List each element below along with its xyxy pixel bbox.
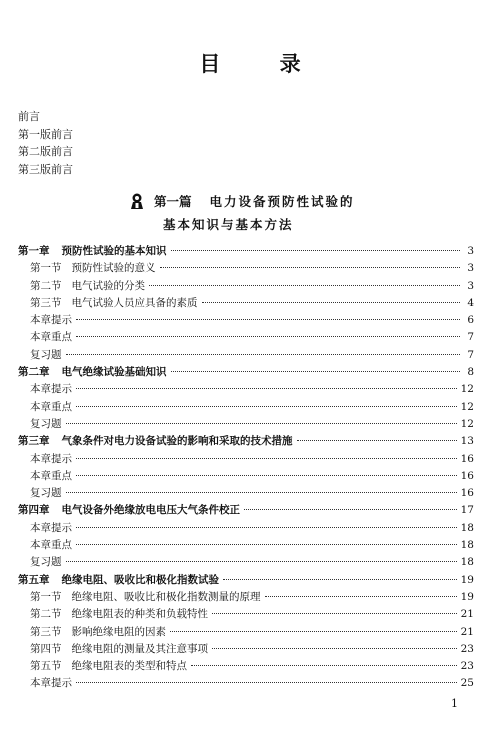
toc-section-row[interactable]: [18, 451, 474, 468]
toc-leader-dots: [66, 354, 461, 355]
toc-entry-label: [30, 468, 72, 485]
toc-entry-title: 本章提示: [30, 314, 72, 327]
toc-entry-label: [30, 589, 261, 606]
page-number: 1: [451, 697, 458, 710]
toc-section-row[interactable]: [18, 675, 474, 692]
toc-entry-page: 25: [460, 677, 474, 690]
toc-entry-page: 3: [467, 245, 474, 257]
toc-entry-title: 复习题: [30, 487, 62, 500]
toc-section-row[interactable]: [18, 624, 474, 641]
toc-leader-dots: [76, 544, 457, 545]
toc-entry-number: 第一节: [30, 590, 62, 603]
toc-entry-label: [30, 399, 72, 416]
toc-entry-title: 复习题: [30, 556, 62, 569]
toc-entry-number: 第二节: [30, 608, 62, 621]
toc-entry-number: 第三节: [30, 296, 62, 309]
toc-entry-page: 18: [460, 521, 474, 534]
toc-section-row[interactable]: [18, 658, 474, 675]
toc-entry-page: 16: [460, 469, 474, 482]
toc-entry-label: [30, 381, 72, 398]
toc-entry-label: [30, 416, 62, 433]
toc-leader-dots: [76, 527, 457, 528]
toc-entry-label: [30, 312, 72, 329]
toc-entry-label: [18, 243, 167, 260]
toc-entry-title: 电气试验人员应具备的素质: [71, 296, 198, 309]
toc-section-row[interactable]: [18, 416, 474, 433]
toc-leader-dots: [171, 371, 461, 372]
toc-entry-label: [30, 278, 145, 295]
toc-leader-dots: [223, 579, 457, 580]
toc-leader-dots: [76, 336, 460, 337]
toc-entry-title: 气象条件对电力设备试验的影响和采取的技术措施: [61, 435, 293, 448]
toc-section-row[interactable]: [18, 589, 474, 606]
toc-entry-page: 6: [467, 314, 474, 327]
toc-entry-label: [18, 433, 293, 450]
toc-entry-number: 第三章: [18, 435, 50, 448]
toc-entry-number: 第四章: [18, 504, 50, 517]
toc-entry-number: 第四节: [30, 642, 62, 655]
toc-leader-dots: [76, 682, 457, 683]
toc-entry-label: [30, 624, 166, 641]
toc-entry-page: 19: [460, 590, 474, 603]
toc-leader-dots: [149, 285, 460, 286]
part-label: 第一篇: [154, 194, 192, 209]
toc-entry-page: 12: [460, 383, 474, 396]
toc-section-row[interactable]: [18, 537, 474, 554]
toc-leader-dots: [265, 596, 457, 597]
toc-section-row[interactable]: [18, 329, 474, 346]
toc-entry-number: 第五节: [30, 660, 62, 673]
toc-entry-label: [30, 641, 208, 658]
toc-section-row[interactable]: [18, 312, 474, 329]
toc-entry-label: [18, 572, 219, 589]
part-title-line2: 基本知识与基本方法: [163, 217, 294, 232]
toc-entry-title: 复习题: [30, 348, 62, 361]
toc-entry-title: 绝缘电阻、吸收比和极化指数试验: [61, 573, 219, 586]
toc-entry-title: 本章提示: [30, 677, 72, 690]
preface-item[interactable]: 第一版前言: [18, 127, 73, 141]
toc-entry-page: 7: [467, 348, 474, 361]
toc-entry-page: 12: [460, 400, 474, 413]
toc-leader-dots: [191, 665, 457, 666]
toc-entry-page: 21: [460, 625, 474, 638]
preface-item[interactable]: 第二版前言: [18, 145, 73, 158]
preface-item[interactable]: 前言: [18, 110, 40, 123]
toc-entry-page: 17: [460, 504, 474, 517]
toc-entry-page: 19: [460, 573, 474, 586]
toc-entry-title: 预防性试验的意义: [71, 262, 156, 275]
toc-section-row[interactable]: [18, 399, 474, 416]
toc-leader-dots: [171, 250, 461, 251]
toc-entry-label: [18, 364, 167, 381]
toc-entry-title: 电气绝缘试验基础知识: [61, 366, 167, 379]
page-title: 目 录: [199, 52, 327, 76]
toc-entry-page: 3: [467, 279, 474, 292]
toc-leader-dots: [76, 406, 457, 407]
toc-entry-page: 21: [460, 608, 474, 621]
toc-entry-label: [30, 347, 62, 364]
toc-section-row[interactable]: [18, 381, 474, 398]
toc-entry-page: 3: [467, 262, 474, 275]
toc-entry-number: 第五章: [18, 573, 50, 586]
part-emblem-icon: [128, 192, 146, 210]
toc-leader-dots: [66, 492, 457, 493]
toc-entry-page: 18: [460, 556, 474, 569]
toc-chapter-row[interactable]: [18, 502, 474, 519]
toc-leader-dots: [76, 319, 460, 320]
toc-entry-label: [30, 485, 62, 502]
toc-entry-title: 本章提示: [30, 521, 72, 534]
toc-entry-title: 绝缘电阻的测量及其注意事项: [71, 642, 208, 655]
toc-entry-page: 18: [460, 539, 474, 552]
toc-entry-page: 23: [460, 642, 474, 655]
toc-entry-page: 8: [467, 366, 474, 379]
table-of-contents: [18, 243, 474, 693]
toc-leader-dots: [297, 440, 457, 441]
toc-entry-label: [30, 606, 208, 623]
toc-entry-title: 影响绝缘电阻的因素: [71, 625, 166, 638]
toc-section-row[interactable]: [18, 295, 474, 312]
toc-entry-title: 电气设备外绝缘放电电压大气条件校正: [61, 504, 240, 517]
part-title-line1: 电力设备预防性试验的: [209, 194, 355, 209]
toc-entry-label: [30, 520, 72, 537]
toc-entry-label: [30, 554, 62, 571]
toc-entry-number: 第二章: [18, 366, 50, 379]
toc-entry-title: 本章重点: [30, 331, 72, 344]
toc-leader-dots: [66, 423, 457, 424]
toc-section-row[interactable]: [18, 606, 474, 623]
toc-leader-dots: [212, 648, 457, 649]
toc-entry-title: 绝缘电阻、吸收比和极化指数测量的原理: [71, 590, 261, 603]
toc-entry-number: 第三节: [30, 625, 62, 638]
toc-entry-label: [30, 329, 72, 346]
toc-entry-page: 13: [460, 435, 474, 448]
toc-leader-dots: [76, 388, 457, 389]
toc-entry-label: [30, 537, 72, 554]
toc-entry-title: 绝缘电阻表的种类和负载特性: [71, 608, 208, 621]
toc-entry-label: [30, 675, 72, 692]
toc-entry-page: 4: [467, 296, 474, 309]
toc-entry-number: 第二节: [30, 279, 62, 292]
toc-section-row[interactable]: [18, 347, 474, 364]
toc-chapter-row[interactable]: [18, 243, 474, 260]
toc-section-row[interactable]: [18, 468, 474, 485]
toc-leader-dots: [212, 613, 457, 614]
toc-entry-title: 预防性试验的基本知识: [61, 245, 167, 257]
toc-leader-dots: [160, 267, 461, 268]
toc-entry-number: 第一节: [30, 262, 62, 275]
toc-chapter-row[interactable]: [18, 572, 474, 589]
toc-leader-dots: [170, 631, 457, 632]
toc-entry-title: 本章提示: [30, 383, 72, 396]
toc-entry-number: 第一章: [18, 245, 50, 257]
toc-entry-label: [18, 502, 240, 519]
toc-entry-page: 16: [460, 452, 474, 465]
toc-entry-title: 本章重点: [30, 469, 72, 482]
toc-entry-page: 7: [467, 331, 474, 344]
toc-leader-dots: [202, 302, 461, 303]
toc-entry-title: 电气试验的分类: [71, 279, 145, 292]
toc-section-row[interactable]: [18, 485, 474, 502]
toc-entry-label: [30, 451, 72, 468]
toc-entry-page: 16: [460, 487, 474, 500]
toc-leader-dots: [244, 509, 457, 510]
toc-entry-title: 本章重点: [30, 539, 72, 552]
toc-entry-title: 复习题: [30, 417, 62, 430]
toc-section-row[interactable]: [18, 641, 474, 658]
toc-section-row[interactable]: [18, 520, 474, 537]
toc-entry-label: [30, 658, 187, 675]
toc-chapter-row[interactable]: [18, 433, 474, 450]
toc-entry-page: 12: [460, 417, 474, 430]
toc-entry-label: [30, 260, 156, 277]
toc-entry-title: 本章重点: [30, 400, 72, 413]
preface-list: [18, 108, 73, 178]
toc-entry-title: 绝缘电阻表的类型和特点: [71, 660, 187, 673]
toc-section-row[interactable]: [18, 278, 474, 295]
toc-section-row[interactable]: [18, 260, 474, 277]
toc-leader-dots: [66, 561, 457, 562]
toc-leader-dots: [76, 458, 457, 459]
toc-chapter-row[interactable]: [18, 364, 474, 381]
toc-entry-title: 本章提示: [30, 452, 72, 465]
toc-leader-dots: [76, 475, 457, 476]
toc-entry-label: [30, 295, 198, 312]
toc-entry-page: 23: [460, 660, 474, 673]
preface-item[interactable]: 第三版前言: [18, 162, 73, 176]
toc-section-row[interactable]: [18, 554, 474, 571]
